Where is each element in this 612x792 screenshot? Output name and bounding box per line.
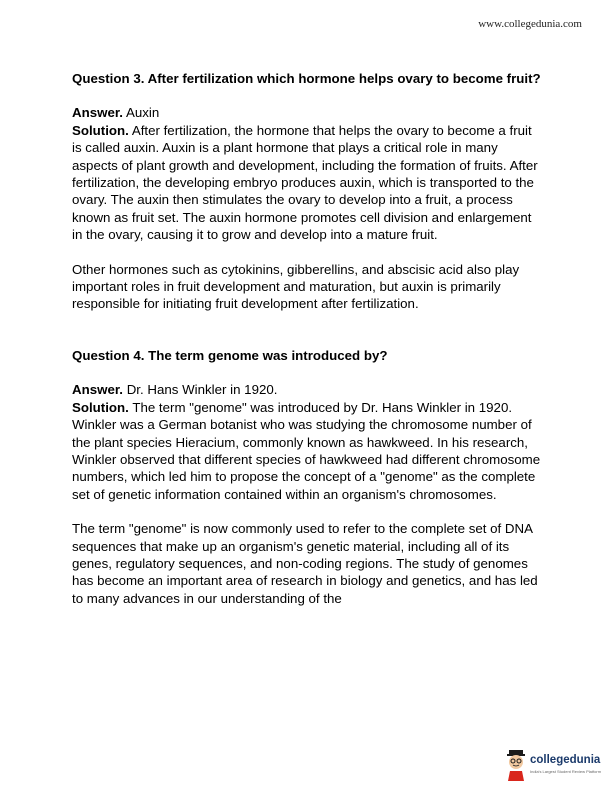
question-4-answer (72, 381, 542, 398)
mascot-icon (504, 748, 528, 782)
solution-text: After fertilization, the hormone that helps the ovary to become a fruit is called auxin. Auxin is a plant hormone that plays a critical role in many aspects of plant growth and development, including the formation of fruits. After fertilization, the developing embryo produces auxin, which is transported to the ovary. The auxin then stimulates the ovary to develop into a fruit, a process known as fruit set. The auxin hormone promotes cell division and enlargement in the ovary, causing it to grow and develop into a mature fruit. (72, 122, 538, 243)
solution-label: Solution. (72, 399, 129, 415)
content (72, 70, 542, 607)
logo-text: collegedunia (530, 754, 601, 766)
logo-tagline: India's Largest Student Review Platform (530, 769, 602, 774)
solution-label: Solution. (72, 122, 129, 138)
solution-text: The term "genome" was introduced by Dr. Hans Winkler in 1920. Winkler was a German botanist who was studying the chromosome number of the plant species Hieracium, commonly known as hawkweed. In his research, Winkler observed that different species of hawkweed had different chromosome numbers, which led him to propose the concept of a "genome" as the complete set of genetic information contained within an organism's chromosomes. (72, 399, 541, 502)
site-url: www.collegedunia.com (478, 18, 582, 30)
question-4-title: Question 4. The term genome was introduced by? (72, 347, 388, 363)
question-3-extra: Other hormones such as cytokinins, gibberellins, and abscisic acid also play important roles in fruit development and maturation, but auxin is primarily responsible for initiating fruit development after fertilization. (72, 261, 520, 312)
collegedunia-logo (504, 748, 604, 784)
answer-text: Dr. Hans Winkler in 1920. (123, 382, 278, 398)
question-3-solution (72, 122, 542, 244)
answer-label: Answer. (72, 382, 123, 398)
answer-text: Auxin (123, 105, 160, 121)
question-4-extra: The term "genome" is now commonly used to refer to the complete set of DNA sequences that make up an organism's genetic material, including all of its genes, regulatory sequences, and non-coding regions. The study of genomes has become an important area of research in biology and genetics, and has led to many advances in our understanding of the (72, 521, 538, 606)
question-4-solution (72, 399, 542, 503)
question-3-title: Question 3. After fertilization which hormone helps ovary to become fruit? (72, 71, 541, 86)
question-3-answer (72, 104, 542, 121)
answer-label: Answer. (72, 105, 123, 121)
